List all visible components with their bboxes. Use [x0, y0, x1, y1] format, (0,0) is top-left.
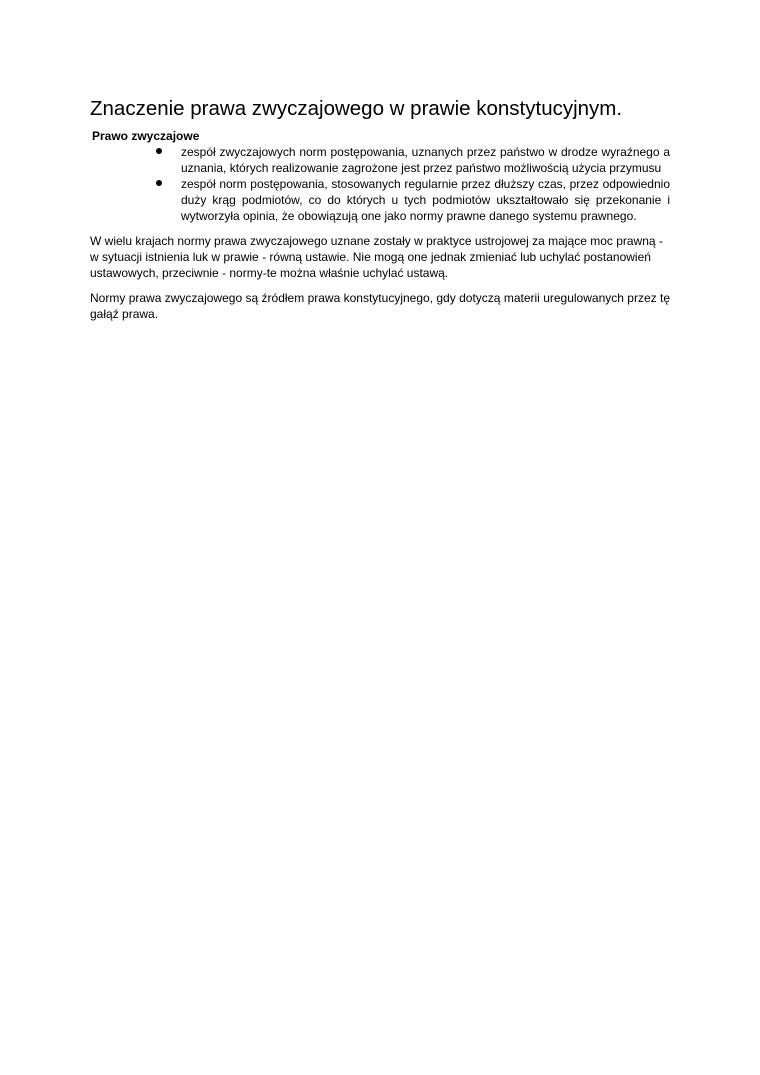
- list-item: [90, 144, 670, 176]
- section-heading: Prawo zwyczajowe: [92, 129, 200, 143]
- document-title: Znaczenie prawa zwyczajowego w prawie konstytucyjnym.: [90, 97, 623, 120]
- definition-list: [90, 144, 670, 224]
- list-item-text: zespół zwyczajowych norm postępowania, uznanych przez państwo w drodze wyraźnego a uznania, których realizowanie zagrożone jest przez państwo możliwością użycia przymusu: [181, 145, 670, 175]
- bullet-icon: [156, 180, 162, 186]
- bullet-icon: [156, 148, 162, 154]
- list-item-text: zespół norm postępowania, stosowanych regularnie przez dłuższy czas, przez odpowiednio duży krąg podmiotów, co do których u tych podmiotów ukształtowało się przekonanie i wytworzyła opinia, że obowiązują one jako normy prawne danego systemu prawnego.: [181, 177, 670, 223]
- body-paragraph: W wielu krajach normy prawa zwyczajowego uznane zostały w praktyce ustrojowej za mające moc prawną - w sytuacji istnienia luk w prawie - równą ustawie. Nie mogą one jednak zmieniać lub uchylać postanowień ustawowych, przeciwnie - normy-te można właśnie uchylać ustawą.: [90, 234, 663, 280]
- list-item: [90, 176, 670, 224]
- body-paragraph: Normy prawa zwyczajowego są źródłem prawa konstytucyjnego, gdy dotyczą materii uregulowanych przez tę gałąź prawa.: [90, 291, 670, 321]
- document-page: [90, 96, 670, 322]
